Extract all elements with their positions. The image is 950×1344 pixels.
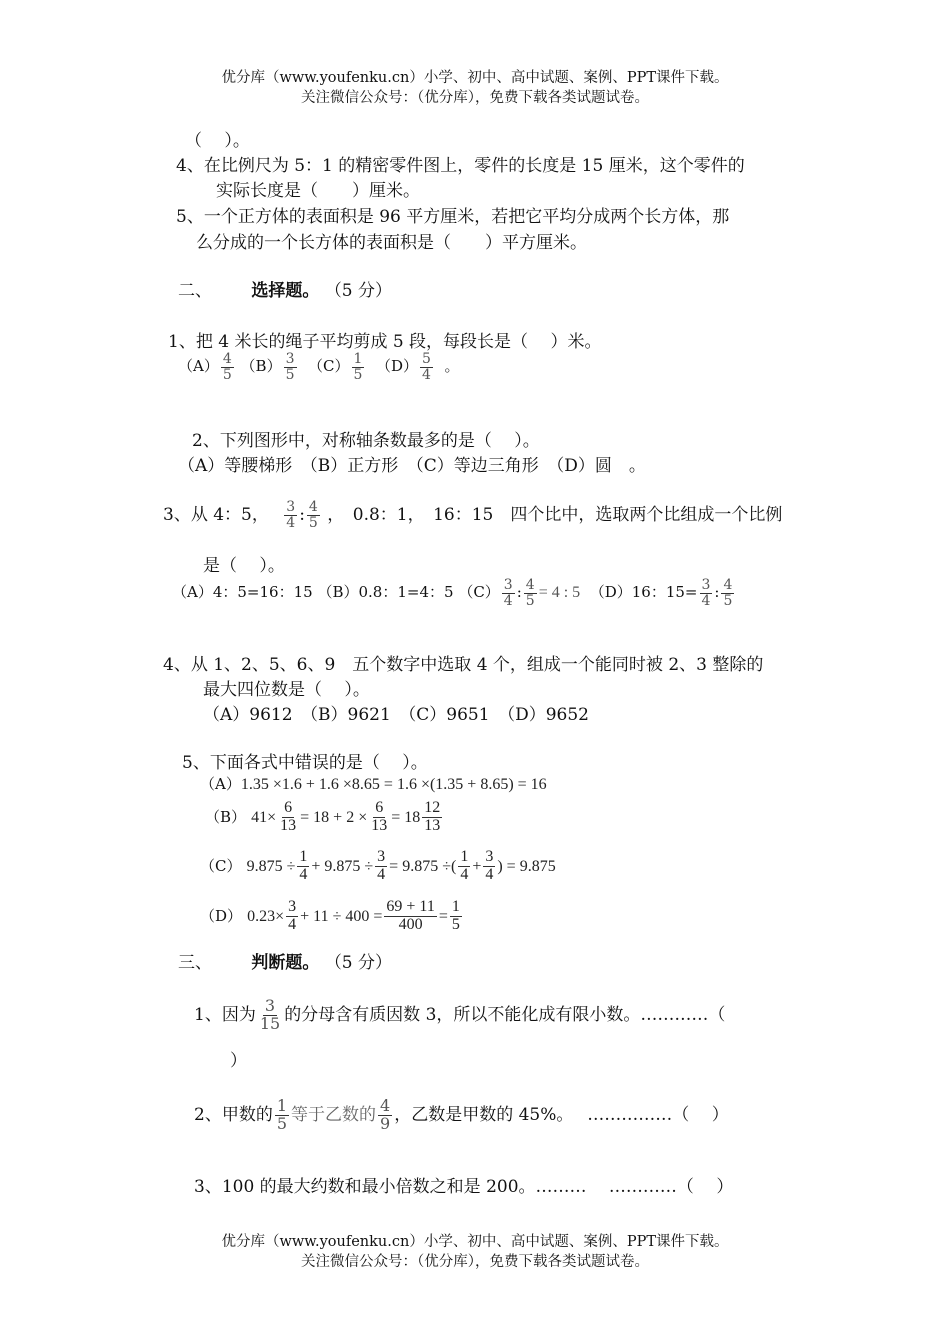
expr-part: = 18 + 2 × bbox=[300, 808, 368, 826]
expr-part: + bbox=[472, 857, 482, 875]
choice-q3-line1 bbox=[163, 500, 782, 531]
denominator: 4 bbox=[288, 915, 297, 933]
q3-fraction-1 bbox=[284, 500, 297, 530]
expr-part: = 9.875 ÷( bbox=[389, 857, 457, 875]
numerator: 1 bbox=[299, 848, 308, 865]
option-c-fraction-1 bbox=[502, 578, 515, 608]
q2-middle: 等于乙数的 bbox=[291, 1104, 377, 1125]
q2-prefix: 2、甲数的 bbox=[194, 1104, 273, 1125]
choice-q1-options bbox=[178, 352, 460, 382]
q1-suffix: 的分母含有质因数 3，所以不能化成有限小数。…………（ bbox=[284, 1004, 726, 1025]
denominator: 4 bbox=[503, 592, 513, 609]
choice-q5-option-d bbox=[200, 899, 464, 934]
fraction bbox=[384, 899, 436, 934]
q2-suffix: ，乙数是甲数的 45%。 ……………（ ） bbox=[394, 1104, 729, 1125]
choice-q4-line2: 最大四位数是（ ）。 bbox=[203, 680, 370, 700]
numerator: 4 bbox=[380, 1096, 391, 1115]
denominator: 4 bbox=[460, 865, 469, 883]
judge-q1-close: ） bbox=[230, 1051, 247, 1071]
fraction bbox=[458, 849, 470, 884]
option-label: （A） bbox=[200, 775, 241, 793]
numerator: 4 bbox=[308, 499, 318, 516]
numerator: 4 bbox=[222, 351, 232, 367]
denominator: 5 bbox=[222, 366, 232, 383]
choice-q5: 5、下面各式中错误的是（ ）。 bbox=[182, 753, 428, 773]
denominator: 9 bbox=[380, 1113, 391, 1133]
expr-part: = bbox=[438, 907, 448, 925]
footer-line-2: 关注微信公众号：（优分库），免费下载各类试题试卷。 bbox=[301, 1254, 649, 1270]
numerator: 6 bbox=[284, 799, 293, 816]
judge-q3: 3、100 的最大约数和最小倍数之和是 200。……… …………（ ） bbox=[194, 1177, 734, 1197]
fraction bbox=[286, 899, 298, 934]
option-expression: 1.35 ×1.6 + 1.6 ×8.65 = 1.6 ×(1.35 + 8.65) = 16 bbox=[240, 776, 547, 793]
numerator: 5 bbox=[422, 351, 431, 367]
section-score: （5 分） bbox=[324, 953, 393, 973]
option-d-label: （D）16：15= bbox=[589, 583, 698, 602]
q2-fraction-2 bbox=[378, 1098, 392, 1133]
fill-q5-line2: 么分成的一个长方体的表面积是（ ）平方厘米。 bbox=[196, 233, 587, 253]
option-label: （C） bbox=[200, 856, 242, 875]
choice-q1: 1、把 4 米长的绳子平均剪成 5 段，每段长是（ ）米。 bbox=[168, 332, 602, 352]
denominator: 13 bbox=[371, 816, 388, 834]
option-d-fraction-2 bbox=[721, 578, 734, 608]
numerator: 1 bbox=[353, 351, 363, 367]
header-line-1: 优分库（www.youfenku.cn）小学、初中、高中试题、案例、PPT课件下载。 bbox=[221, 70, 729, 86]
section-title: 选择题。 bbox=[251, 281, 320, 301]
denominator: 13 bbox=[424, 816, 441, 834]
denominator: 5 bbox=[308, 515, 318, 531]
choice-q3-line2: 是（ ）。 bbox=[203, 556, 285, 576]
fill-q4-line1: 4、在比例尺为 5：1 的精密零件图上，零件的长度是 15 厘米，这个零件的 bbox=[176, 156, 745, 176]
choice-q4-options: （A）9612 （B）9621 （C）9651 （D）9652 bbox=[203, 705, 589, 725]
denominator: 4 bbox=[701, 592, 711, 609]
numerator: 3 bbox=[485, 848, 494, 865]
numerator: 69 + 11 bbox=[386, 898, 435, 915]
numerator: 3 bbox=[503, 577, 513, 593]
footer-line-1: 优分库（www.youfenku.cn）小学、初中、高中试题、案例、PPT课件下载。 bbox=[221, 1234, 729, 1250]
denominator: 5 bbox=[451, 915, 460, 933]
denominator: 4 bbox=[485, 865, 494, 883]
option-c-label: （C） bbox=[458, 583, 500, 602]
choice-q5-option-b bbox=[205, 800, 444, 835]
numerator: 3 bbox=[286, 499, 296, 516]
choice-q2-options: （A）等腰梯形 （B）正方形 （C）等边三角形 （D）圆 。 bbox=[178, 456, 646, 476]
numerator: 3 bbox=[701, 577, 711, 593]
q3-fraction-2 bbox=[307, 500, 320, 530]
choice-q5-option-a bbox=[200, 773, 547, 794]
option-b-label: （B） bbox=[240, 357, 282, 376]
q3-prefix: 3、从 4：5， bbox=[163, 505, 269, 525]
option-c-fraction bbox=[352, 352, 365, 382]
denominator: 4 bbox=[286, 515, 296, 531]
denominator: 4 bbox=[377, 865, 386, 883]
option-c-fraction-2 bbox=[524, 578, 537, 608]
denominator: 5 bbox=[276, 1113, 288, 1133]
section-number: 二、 bbox=[178, 281, 212, 301]
fill-q3-continuation: （ ）。 bbox=[185, 131, 250, 151]
numerator: 3 bbox=[377, 848, 386, 865]
denominator: 5 bbox=[353, 366, 363, 383]
section-2-heading bbox=[178, 276, 392, 301]
choice-q3-options: （A）4：5=16：15 （B）0.8：1=4：5 （C） $\frac{3}{4}$ : $\frac{4}{5}$ = 4 : 5 （D）16：15= $\frac{3}{4}$ : $\frac{4}{5}$ bbox=[172, 577, 733, 609]
fraction bbox=[278, 800, 298, 835]
fill-q4-line2: 实际长度是（ ）厘米。 bbox=[216, 181, 420, 201]
denominator: 400 bbox=[398, 915, 423, 933]
expr-part: + 11 ÷ 400 = bbox=[300, 907, 383, 925]
section-score: （5 分） bbox=[324, 281, 393, 301]
numerator: 1 bbox=[451, 898, 460, 915]
fraction bbox=[450, 899, 462, 934]
option-label: （B） bbox=[205, 807, 247, 826]
denominator: 15 bbox=[259, 1013, 281, 1033]
option-d-fraction bbox=[420, 352, 433, 382]
q1-fraction bbox=[258, 998, 282, 1033]
choice-q4-line1: 4、从 1、2、5、6、9 五个数字中选取 4 个，组成一个能同时被 2、3 整除的 bbox=[163, 655, 764, 675]
denominator: 13 bbox=[280, 816, 297, 834]
section-3-heading bbox=[178, 948, 392, 973]
fraction bbox=[375, 849, 387, 884]
denominator: 4 bbox=[299, 865, 308, 883]
option-label: （D） bbox=[200, 906, 243, 925]
expr-part: 9.875 ÷ bbox=[246, 857, 296, 875]
option-a-fraction bbox=[221, 352, 234, 382]
option-c-label: （C） bbox=[308, 357, 350, 376]
option-c-tail: = 4 : 5 bbox=[538, 584, 581, 602]
expr-part: ) = 9.875 bbox=[497, 857, 556, 875]
choice-q2: 2、下列图形中，对称轴条数最多的是（ ）。 bbox=[192, 431, 540, 451]
choice-q5-option-c bbox=[200, 849, 556, 884]
q1-prefix: 1、因为 bbox=[194, 1004, 256, 1025]
numerator: 12 bbox=[424, 799, 441, 816]
expr-part: 0.23× bbox=[247, 907, 285, 925]
option-a: （A）4：5=16：15 bbox=[172, 583, 313, 602]
option-a-label: （A） bbox=[178, 357, 219, 376]
expr-part: = 18 bbox=[391, 808, 421, 826]
denominator: 5 bbox=[723, 592, 733, 609]
numerator: 3 bbox=[285, 351, 295, 367]
header-line-2: 关注微信公众号：（优分库），免费下载各类试题试卷。 bbox=[301, 90, 649, 106]
fraction bbox=[422, 800, 442, 835]
fraction bbox=[369, 800, 389, 835]
denominator: 5 bbox=[525, 592, 535, 609]
judge-q1 bbox=[194, 998, 725, 1033]
denominator: 5 bbox=[285, 366, 295, 383]
fraction bbox=[297, 849, 309, 884]
numerator: 3 bbox=[288, 898, 297, 915]
option-end: 。 bbox=[444, 357, 460, 376]
option-b-fraction bbox=[284, 352, 297, 382]
option-d-label: （D） bbox=[376, 357, 419, 376]
numerator: 4 bbox=[525, 577, 535, 593]
ratio-sign: : bbox=[299, 505, 305, 525]
numerator: 1 bbox=[460, 848, 469, 865]
fraction bbox=[483, 849, 495, 884]
expr-part: 41× bbox=[251, 808, 277, 826]
numerator: 6 bbox=[375, 799, 384, 816]
judge-q2 bbox=[194, 1098, 729, 1133]
q3-suffix: ， 0.8：1， 16：15 四个比中，选取两个比组成一个比例 bbox=[327, 505, 783, 525]
q2-fraction-1 bbox=[275, 1098, 289, 1133]
numerator: 4 bbox=[723, 577, 733, 593]
numerator: 3 bbox=[264, 996, 276, 1015]
option-d-fraction-1 bbox=[700, 578, 713, 608]
denominator: 4 bbox=[422, 366, 431, 383]
section-number: 三、 bbox=[178, 953, 212, 973]
expr-part: + 9.875 ÷ bbox=[311, 857, 374, 875]
section-title: 判断题。 bbox=[251, 953, 320, 973]
option-b: （B）0.8：1=4：5 bbox=[317, 583, 454, 602]
fill-q5-line1: 5、一个正方体的表面积是 96 平方厘米，若把它平均分成两个长方体，那 bbox=[176, 207, 730, 227]
numerator: 1 bbox=[276, 1096, 288, 1115]
